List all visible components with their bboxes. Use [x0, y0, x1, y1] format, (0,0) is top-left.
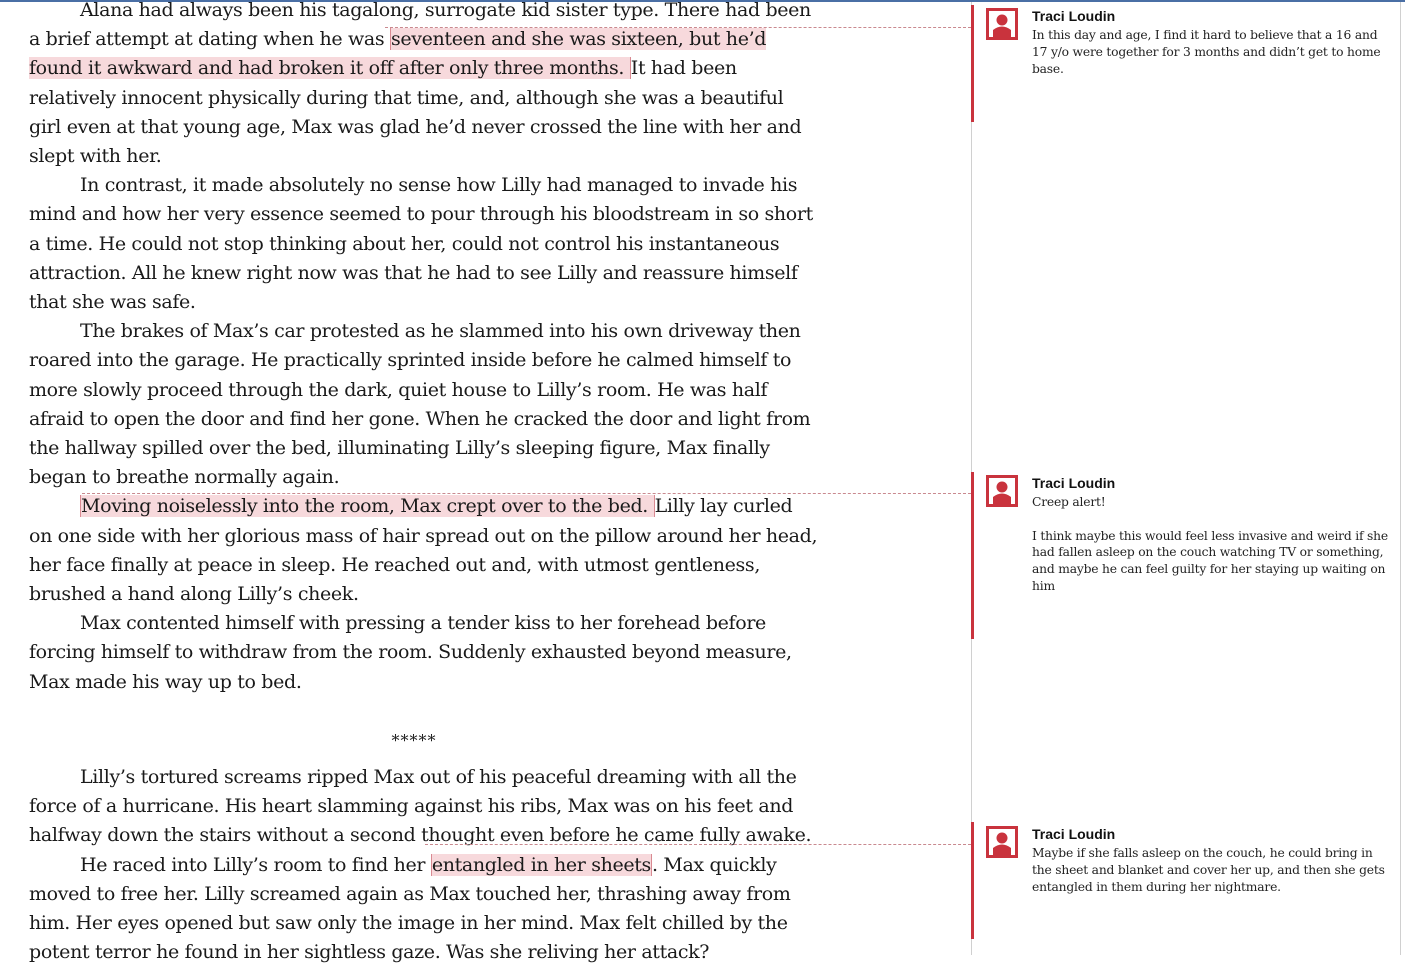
comment-author: Traci Loudin — [1032, 475, 1116, 491]
comment-text-line: Maybe if she falls asleep on the couch, he could bring in the sheet and blanket and cover her up, and then she gets entangled in them during her nightmare. — [1032, 846, 1385, 894]
paragraph-1 — [29, 0, 819, 171]
comment-balloon-1[interactable] — [986, 8, 1396, 118]
paragraph-6: Lilly’s tortured screams ripped Max out of his peaceful dreaming with all the force of a hurricane. His heart slamming against his ribs, Max was on his feet and halfway down the stairs without a second thought even before he came fully awake. — [29, 766, 812, 847]
comment-text-line: In this day and age, I find it hard to believe that a 16 and 17 y/o were together for 3 months and didn’t get to home base. — [1032, 28, 1381, 76]
paragraph-1-text: Alana had always been his tagalong, surrogate kid sister type. There had been a brief attempt at dating when he was — [29, 0, 811, 51]
paragraph-7-text-after: . Max quickly moved to free her. Lilly screamed again as Max touched her, thrashing away from him. Her eyes opened but saw only the image in her mind. Max felt chilled by the potent terror he found in her sightless gaze. Was she reliving her attack? — [29, 853, 791, 964]
comment-text — [1032, 845, 1392, 895]
comment-2-bar — [971, 472, 974, 639]
document-body[interactable] — [29, 0, 819, 968]
paragraph-3: The brakes of Max’s car protested as he slammed into his own driveway then roared into the garage. He practically sprinted inside before he calmed himself to more slowly proceed through the dark, quiet house to Lilly’s room. He was half afraid to open the door and find her gone. When he cracked the door and light from the hallway spilled over the bed, illuminating Lilly’s sleeping figure, Max finally began to breathe normally again. — [29, 320, 811, 489]
paragraph-1-text-after: It had been relatively innocent physically during that time, and, although she was a beautiful girl even at that young age, Max was glad he’d never crossed the line with her and slept with her. — [29, 57, 802, 168]
paragraph-7 — [29, 851, 819, 968]
paragraph-2: In contrast, it made absolutely no sense how Lilly had managed to invade his mind and how her very essence seemed to pour through his bloodstream in so short a time. He could not stop thinking about her, could not control his instantaneous attraction. All he knew right now was that he had to see Lilly and reassure himself that she was safe. — [29, 174, 813, 314]
paragraph-4 — [29, 492, 819, 609]
comment-balloon-2[interactable] — [986, 475, 1396, 635]
comment-text-line: I think maybe this would feel less invasive and weird if she had fallen asleep on the couch watching TV or something, and maybe he can feel guilty for her staying up waiting on him — [1032, 528, 1388, 593]
comment-3-highlight[interactable]: entangled in her sheets — [431, 853, 651, 876]
comment-author: Traci Loudin — [1032, 8, 1116, 24]
comment-1-bar — [971, 5, 974, 122]
comment-1-highlight[interactable]: seventeen and she was sixteen, but he’d found it awkward and had broken it off after only three months. — [29, 28, 767, 80]
paragraph-4-text-after: Lilly lay curled on one side with her glorious mass of hair spread out on the pillow around her head, her face finally at peace in sleep. He reached out and, with utmost gentleness, brushed a hand along Lilly’s cheek. — [29, 495, 818, 606]
comment-author: Traci Loudin — [1032, 826, 1116, 842]
paragraph-5: Max contented himself with pressing a tender kiss to her forehead before forcing himself to withdraw from the room. Suddenly exhausted beyond measure, Max made his way up to bed. — [29, 612, 792, 693]
comment-2-highlight[interactable]: Moving noiselessly into the room, Max crept over to the bed. — [81, 495, 654, 518]
scene-separator: ***** — [391, 730, 437, 750]
user-avatar-icon — [986, 826, 1018, 858]
user-avatar-icon — [986, 475, 1018, 507]
comment-3-connector — [425, 844, 971, 845]
user-avatar-icon — [986, 8, 1018, 40]
comment-text — [1032, 27, 1392, 77]
comment-3-bar — [971, 822, 974, 939]
comment-2-connector — [82, 493, 971, 494]
paragraph-7-text: He raced into Lilly’s room to find her — [80, 853, 431, 876]
markup-pane-right-edge — [1400, 2, 1401, 955]
comment-balloon-3[interactable] — [986, 826, 1396, 936]
comment-1-connector — [385, 27, 971, 28]
comment-text — [1032, 494, 1392, 595]
comment-text-line: Creep alert! — [1032, 495, 1106, 509]
